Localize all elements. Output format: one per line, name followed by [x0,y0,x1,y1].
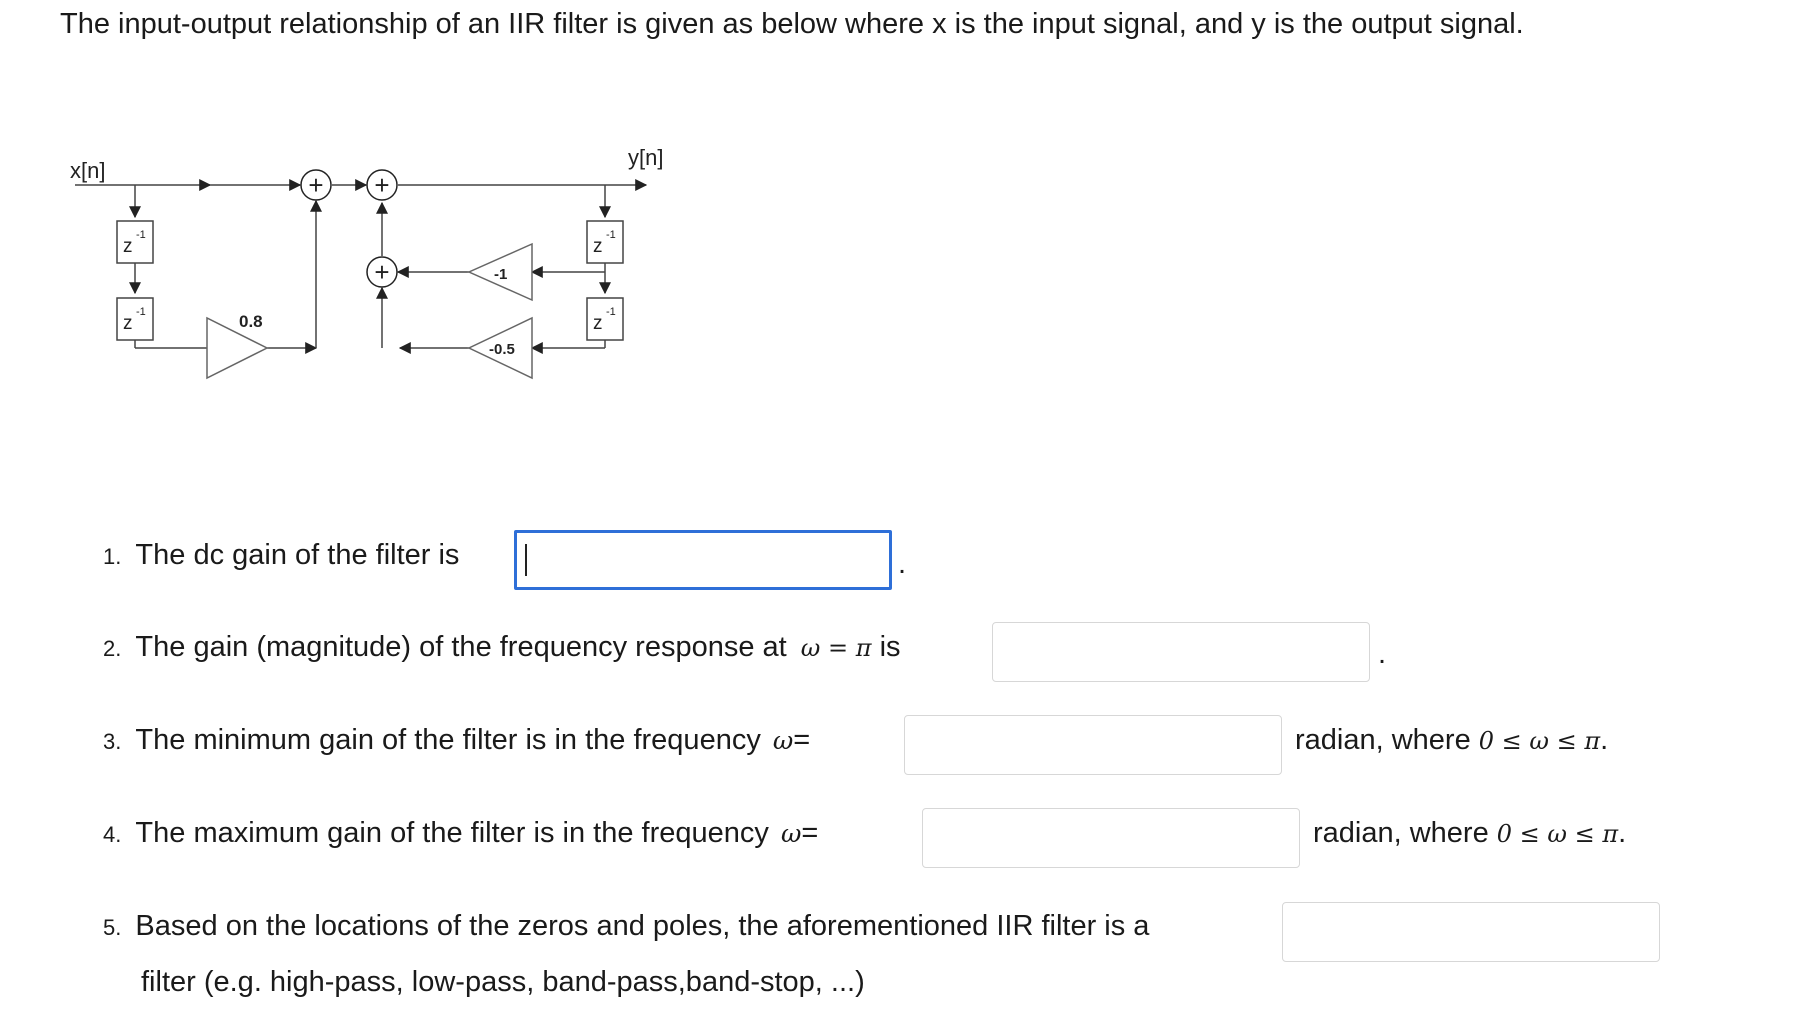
delay-label: z [593,313,603,334]
trailing-period: . [1618,817,1627,849]
equals-sign: = [793,724,811,756]
trailing-period: . [1600,724,1609,756]
delay-exponent: -1 [136,306,146,318]
text-caret [525,544,527,576]
problem-intro: The input-output relationship of an IIR filter is given as below where x is the input signal, and y is the output signal. [60,8,1524,40]
delay-block-left-1 [117,221,153,263]
omega-range: 0 ≤ ω ≤ π [1496,820,1619,848]
delay-label: z [123,236,133,257]
equals-sign: = [801,817,819,849]
adder-2 [367,170,397,200]
question-number: 3. [103,729,122,754]
adder-symbol: + [374,257,390,287]
question-5 [103,910,1149,943]
question-3-suffix [1295,724,1608,757]
adder-1 [301,170,331,200]
gain-block-minus-1 [469,244,532,300]
gain-label: 0.8 [239,312,263,331]
question-after: is [879,631,901,663]
delay-block-left-2 [117,298,153,340]
filter-type-input[interactable] [1282,902,1660,962]
delay-block-right-1 [587,221,623,263]
delay-exponent: -1 [136,229,146,241]
omega-equals-pi: ω = π [800,634,872,662]
dc-gain-input[interactable] [514,530,892,590]
question-text: The dc gain of the filter is [135,539,460,571]
question-1 [103,539,459,572]
question-number: 4. [103,822,122,847]
question-text: Based on the locations of the zeros and poles, the aforementioned IIR filter is a [135,910,1150,942]
gain-label: -0.5 [489,341,515,358]
radian-where-label: radian, where [1313,817,1489,849]
omega-range: 0 ≤ ω ≤ π [1478,727,1601,755]
delay-exponent: -1 [606,306,616,318]
adder-symbol: + [374,170,390,200]
question-4 [103,817,818,850]
gain-block-minus-0.5 [469,318,532,378]
question-text: The minimum gain of the filter is in the frequency [135,724,761,756]
question-text: The maximum gain of the filter is in the frequency [135,817,769,849]
trailing-period: . [1378,638,1387,670]
question-number: 2. [103,636,122,661]
delay-label: z [123,313,133,334]
radian-where-label: radian, where [1295,724,1471,756]
adder-3 [367,257,397,287]
adder-symbol: + [308,170,324,200]
question-2 [103,631,901,664]
max-gain-frequency-input[interactable] [922,808,1300,868]
block-diagram [0,0,760,420]
omega-symbol: ω [780,819,802,848]
question-4-suffix [1313,817,1626,850]
delay-label: z [593,236,603,257]
delay-block-right-2 [587,298,623,340]
input-signal-label: x[n] [70,158,106,183]
question-text: The gain (magnitude) of the frequency response at [135,631,787,663]
omega-symbol: ω [772,726,794,755]
gain-at-pi-input[interactable] [992,622,1370,682]
min-gain-frequency-input[interactable] [904,715,1282,775]
delay-exponent: -1 [606,229,616,241]
gain-block-0.8 [207,312,267,378]
output-signal-label: y[n] [628,145,664,170]
question-5-line-2: filter (e.g. high-pass, low-pass, band-pass,band-stop, ...) [141,966,865,998]
question-number: 1. [103,544,122,569]
question-3 [103,724,810,757]
question-number: 5. [103,915,122,940]
trailing-period: . [898,548,907,580]
gain-label: -1 [494,266,508,283]
